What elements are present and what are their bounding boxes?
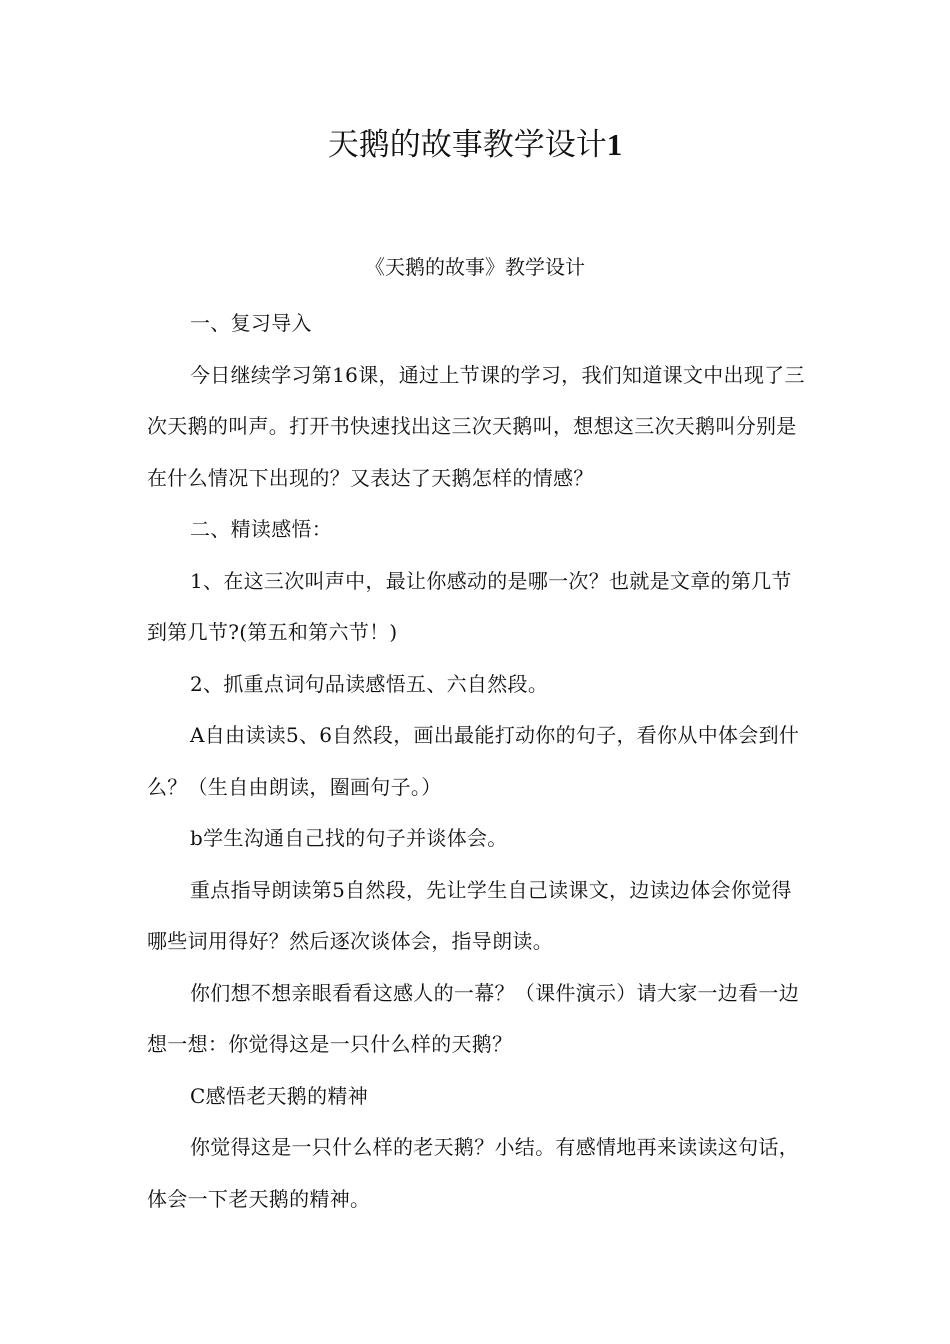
paragraph: 2、抓重点词句品读感悟五、六自然段。 xyxy=(190,671,549,696)
document-subtitle: 《天鹅的故事》教学设计 xyxy=(365,255,585,279)
paragraph: A自由读读5、6自然段，画出最能打动你的句子，看你从中体会到什么？（生自由朗读，圈画句子。） xyxy=(147,723,800,799)
paragraph: 你们想不想亲眼看看这感人的一幕？（课件演示）请大家一边看一边想一想：你觉得这是一只什么样的天鹅？ xyxy=(147,980,799,1056)
paragraph: 1、在这三次叫声中，最让你感动的是哪一次？也就是文章的第几节到第几节?(第五和第六节！) xyxy=(147,568,792,644)
document-title xyxy=(0,122,950,168)
document-title-number: 1 xyxy=(606,127,623,162)
paragraph: 今日继续学习第16课，通过上节课的学习，我们知道课文中出现了三次天鹅的叫声。打开书快速找出这三次天鹅叫，想想这三次天鹅叫分别是在什么情况下出现的？又表达了天鹅怎样的情感？ xyxy=(147,362,805,490)
section-heading-review: 一、复习导入 xyxy=(190,311,312,335)
paragraph: b学生沟通自己找的句子并谈体会。 xyxy=(190,826,508,850)
paragraph: 重点指导朗读第5自然段，先让学生自己读课文，边读边体会你觉得哪些词用得好？然后逐次谈体会，指导朗读。 xyxy=(147,877,792,953)
document-title-text: 天鹅的故事教学设计 xyxy=(327,127,607,163)
paragraph: C感悟老天鹅的精神 xyxy=(190,1083,369,1108)
document-body xyxy=(147,298,807,1225)
paragraph: 你觉得这是一只什么样的老天鹅？小结。有感情地再来读读这句话，体会一下老天鹅的精神。 xyxy=(147,1135,799,1211)
section-heading-reading: 二、精读感悟： xyxy=(190,517,333,541)
